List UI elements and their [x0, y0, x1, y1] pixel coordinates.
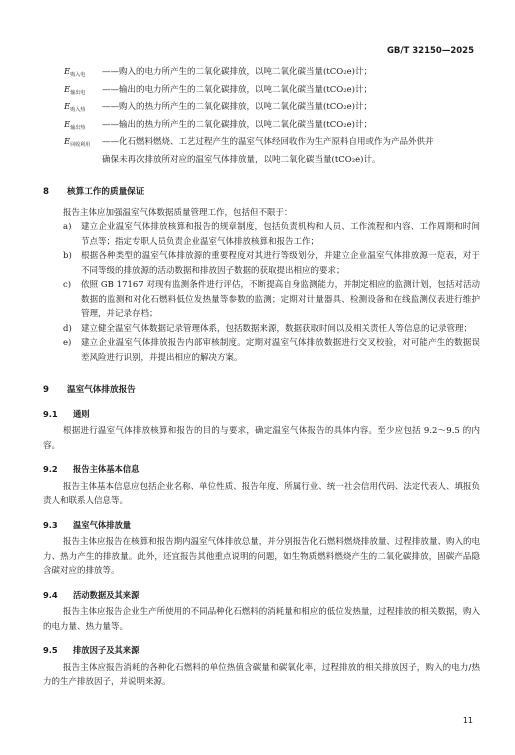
list-marker: b)	[63, 251, 72, 261]
subsection-heading	[43, 643, 480, 658]
symbol-row	[64, 135, 480, 153]
page-body	[43, 65, 480, 690]
symbol-description-continued: 确保未再次排放所对应的温室气体排放量，以吨二氧化碳当量(tCO₂e)计。	[102, 154, 381, 165]
list-marker: d)	[63, 323, 72, 334]
list-item-text: 根据各种类型的温室气体排放源的重要程度对其进行等级划分，并建立企业温室气体排放源一览表，对于不同等级的排放源的活动数据和排放因子数据的获取提出相应的要求；	[81, 251, 480, 276]
symbol-definitions	[64, 65, 480, 167]
symbol-description: ——化石燃料燃烧、工艺过程产生的温室气体经回收作为生产原料自用或作为产品外供并	[102, 137, 434, 147]
section-title: 核算工作的质量保证	[67, 187, 145, 197]
symbol: $E_{回收利用}$	[64, 137, 91, 148]
subsection-heading	[43, 407, 480, 422]
subsection-heading	[43, 588, 480, 603]
subsection-text: 根据进行温室气体排放核算和报告的目的与要求，确定温室气体报告的具体内容。至少应包括 9.2～9.5 的内容。	[43, 426, 480, 451]
list-marker: e)	[63, 338, 72, 348]
subsection-number: 9.5	[43, 645, 58, 655]
subsection-number: 9.2	[43, 464, 58, 474]
subsection-title: 排放因子及其来源	[73, 645, 140, 655]
subsection-title: 活动数据及其来源	[73, 589, 140, 600]
list-marker: c)	[63, 280, 72, 290]
subsection-number: 9.1	[43, 408, 58, 419]
list-item-text: 建立企业温室气体排放报告内部审核制度。定期对温室气体排放数据进行交叉校验，对可能产生的数据误差风险进行识别，并提出相应的解决方案。	[81, 338, 480, 363]
section-number: 9	[43, 385, 49, 395]
symbol: $E_{购入热}$	[64, 102, 86, 113]
list-item	[63, 220, 480, 249]
section-9-heading	[43, 383, 480, 398]
subsection-title: 报告主体基本信息	[73, 464, 140, 474]
subsection-text: 报告主体应报告在核算和报告期内温室气体排放总量，并分别报告化石燃料燃烧排放量、过程排放量、购入的电力、热力产生的排放量。此外，还宜报告其他重点说明的问题，如生物质燃料燃烧产生的二氧化碳排放，固碳产品隐含碳对应的排放等。	[43, 537, 480, 576]
symbol-description: ——购入的热力所产生的二氧化碳排放，以吨二氧化碳当量(tCO₂e)计；	[102, 102, 372, 112]
subsection-text: 报告主体应报告企业生产所使用的不同品种化石燃料的消耗量和相应的低位发热量，过程排放的相关数据，购入的电力量、热力量等。	[43, 607, 480, 632]
symbol-description: ——输出的热力所产生的二氧化碳排放，以吨二氧化碳当量(tCO₂e)计；	[102, 119, 372, 130]
symbol-row	[64, 65, 480, 83]
standard-code: GB/T 32150—2025	[386, 46, 474, 56]
symbol-row	[64, 100, 480, 118]
symbol-row-continuation	[64, 153, 480, 168]
list-item	[63, 278, 480, 322]
page-number: 11	[462, 716, 473, 725]
subsection-heading	[43, 518, 480, 533]
symbol-description: ——输出的电力所产生的二氧化碳排放，以吨二氧化碳当量(tCO₂e)计；	[102, 84, 372, 95]
symbol-row	[64, 118, 480, 136]
list-marker: a)	[63, 222, 72, 232]
list-item	[63, 336, 480, 365]
list-item	[63, 322, 480, 337]
symbol: $E_{购入电}$	[64, 67, 86, 78]
subsection-text: 报告主体应报告消耗的各种化石燃料的单位热值含碳量和碳氧化率，过程排放的相关排放因子，购入的电力/热力的生产排放因子，并说明来源。	[43, 662, 480, 687]
symbol: $E_{输出电}$	[64, 84, 86, 96]
subsection-title: 温室气体排放量	[73, 519, 132, 530]
subsection-text: 报告主体基本信息应包括企业名称、单位性质、报告年度、所属行业、统一社会信用代码、法定代表人、填报负责人和联系人信息等。	[43, 481, 480, 506]
subsection-number: 9.3	[43, 519, 58, 530]
subsection-number: 9.4	[43, 589, 58, 600]
section-8-intro: 报告主体应加强温室气体数据质量管理工作，包括但不限于：	[63, 207, 293, 218]
symbol: $E_{输出热}$	[64, 119, 86, 131]
subsection-title: 通则	[73, 408, 90, 419]
list-item-text: 建立健全温室气体数据记录管理体系，包括数据来源，数据获取时间以及相关责任人等信息的记录管理；	[81, 323, 473, 334]
section-title: 温室气体排放报告	[67, 385, 136, 395]
symbol-row	[64, 83, 480, 101]
list-item-text: 依照 GB 17167 对现有监测条件进行评估，不断提高自身监测能力，并制定相应的监测计划，包括对活动数据的监测和对化石燃料低位发热量等参数的监测；定期对计量器具、检测设备和在线监测仪表进行维护管理，并记录存档；	[81, 280, 480, 319]
section-8-heading	[43, 185, 480, 200]
symbol-description: ——购入的电力所产生的二氧化碳排放，以吨二氧化碳当量(tCO₂e)计；	[102, 67, 372, 77]
section-8-list	[63, 220, 480, 365]
subsection-heading	[43, 462, 480, 477]
list-item-text: 建立企业温室气体排放核算和报告的规章制度，包括负责机构和人员、工作流程和内容、工作周期和时间节点等；指定专职人员负责企业温室气体排放核算和报告工作；	[81, 222, 480, 247]
list-item	[63, 249, 480, 278]
section-number: 8	[43, 187, 49, 197]
